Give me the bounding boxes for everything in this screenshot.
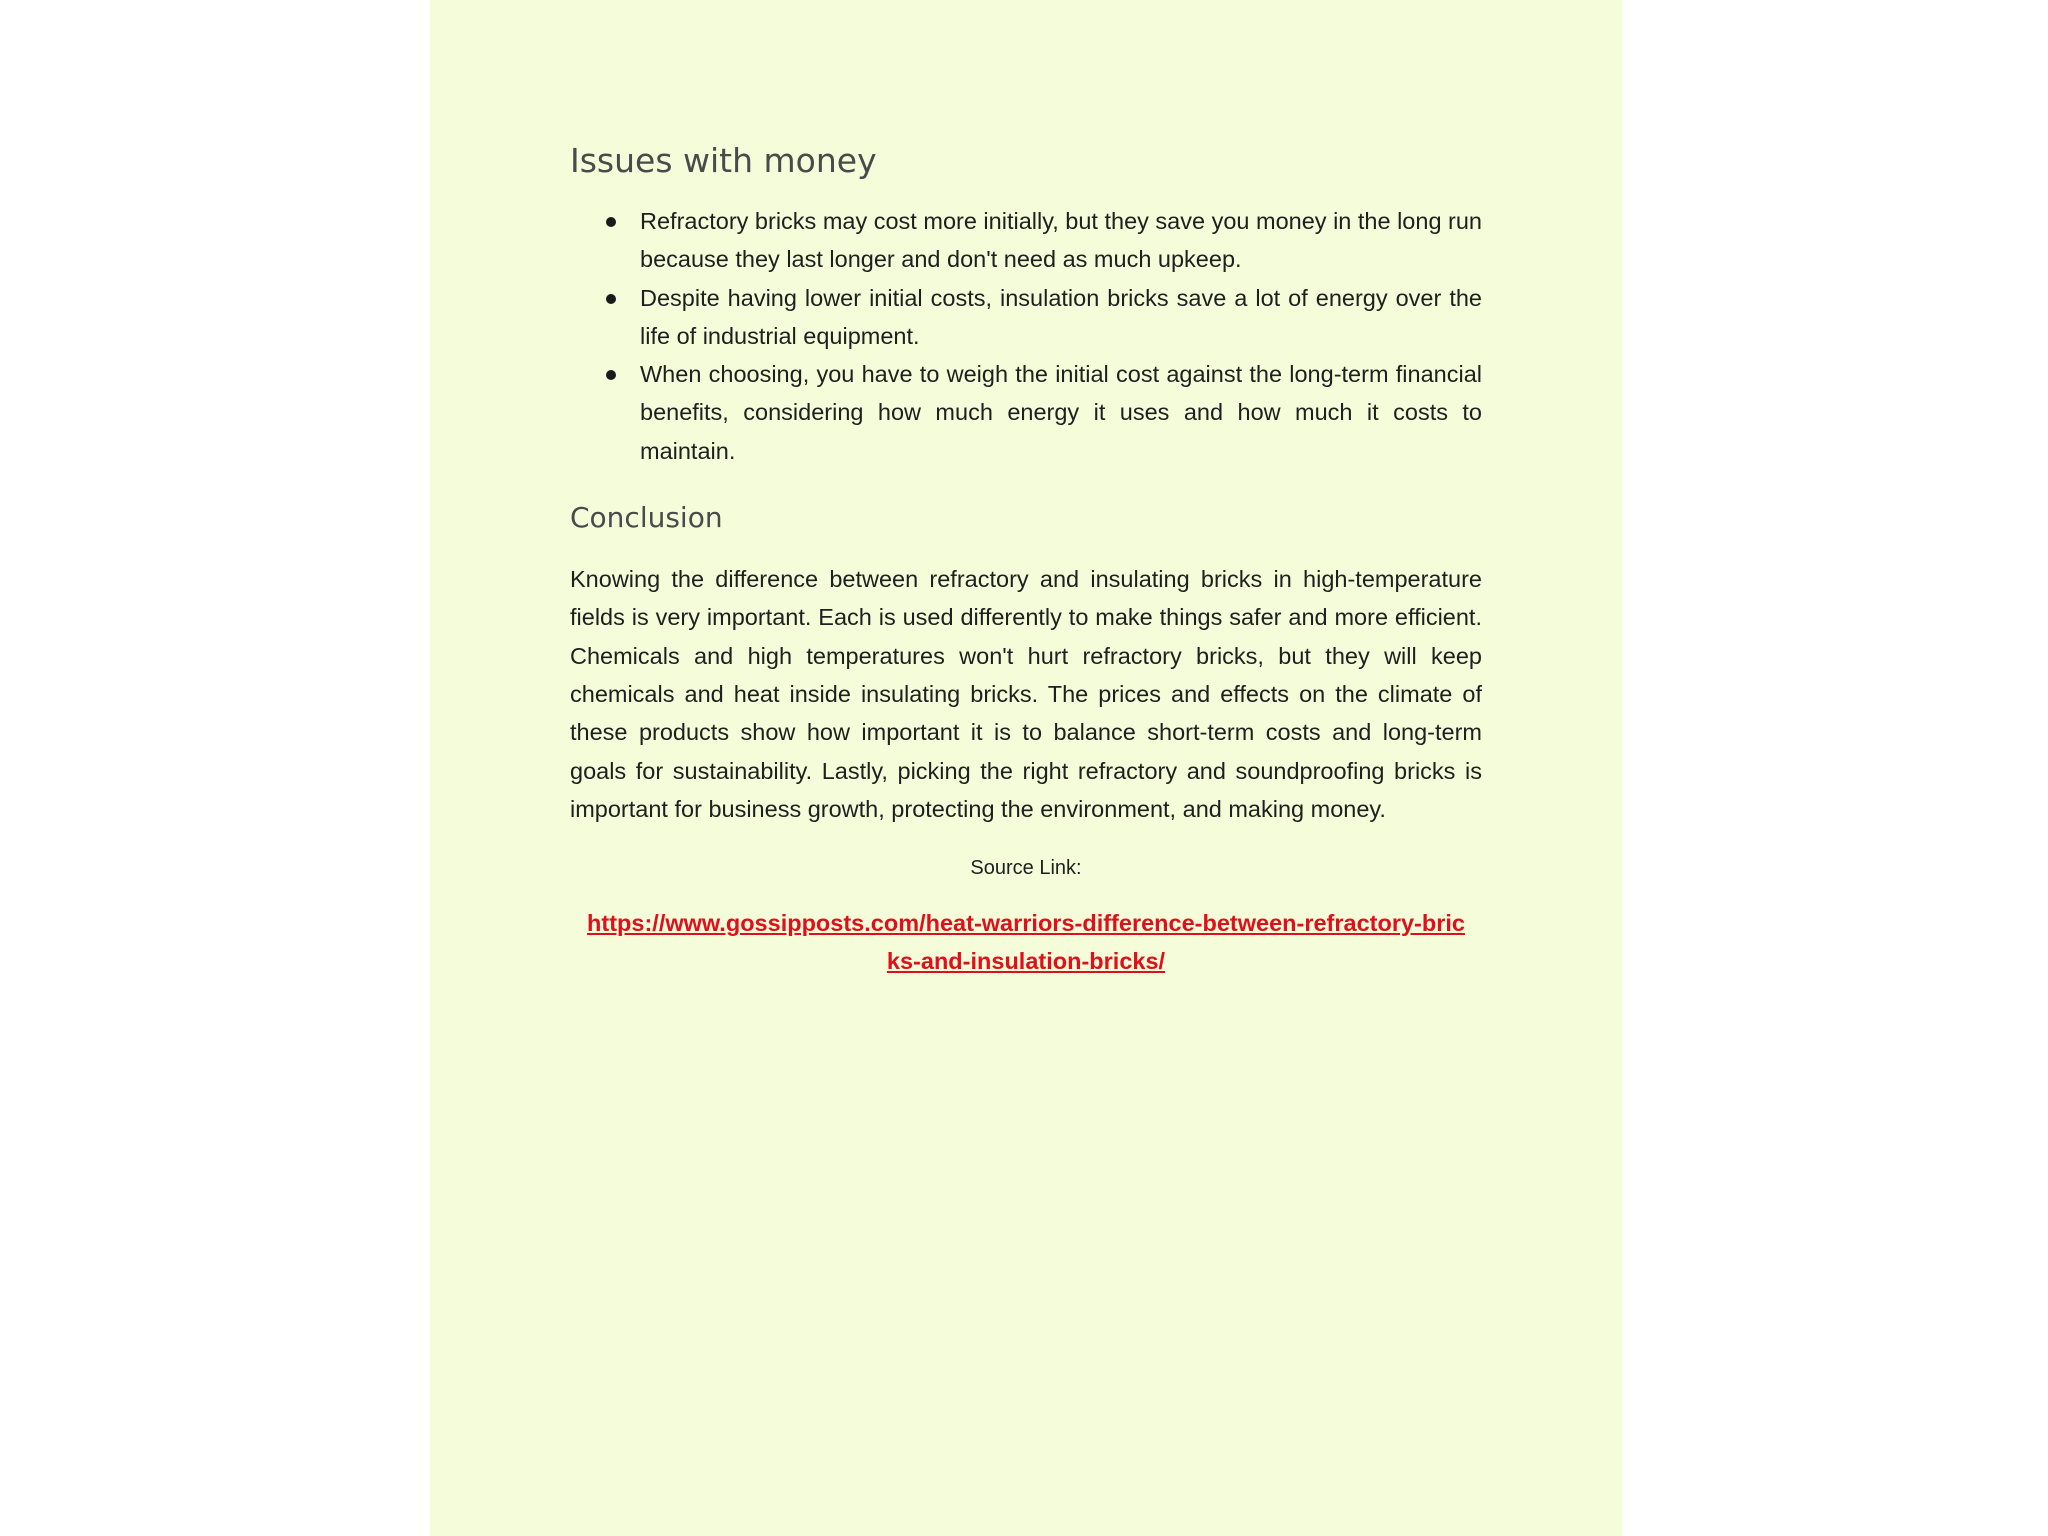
money-bullet-list	[570, 202, 1482, 470]
bullet-icon	[606, 294, 616, 304]
list-item	[570, 202, 1482, 279]
source-label: Source Link:	[970, 857, 1082, 880]
section-heading-conclusion: Conclusion	[570, 501, 723, 535]
section-heading-money: Issues with money	[570, 141, 877, 180]
list-item-text: Refractory bricks may cost more initially, but they save you money in the long run because they last longer and don't need as much upkeep.	[640, 208, 1483, 273]
conclusion-paragraph: Knowing the difference between refractory and insulating bricks in high-temperature fields is very important. Each is used differently to make things safer and more efficient. Chemicals and high temperatures won't hurt refractory bricks, but they will keep chemicals and heat inside insulating bricks. The prices and effects on the climate of these products show how important it is to balance short-term costs and long-term goals for sustainability. Lastly, picking the right refractory and soundproofing bricks is important for business growth, protecting the environment, and making money.	[570, 566, 1482, 822]
source-link[interactable]: https://www.gossipposts.com/heat-warriors-difference-between-refractory-bricks-and-insulation-bricks/	[587, 910, 1465, 975]
list-item-text: Despite having lower initial costs, insulation bricks save a lot of energy over the life of industrial equipment.	[640, 284, 1482, 349]
list-item	[570, 279, 1482, 356]
bullet-icon	[606, 217, 616, 227]
list-item-text: When choosing, you have to weigh the initial cost against the long-term financial benefits, considering how much energy it uses and how much it costs to maintain.	[640, 361, 1482, 464]
bullet-icon	[606, 370, 616, 380]
list-item	[570, 355, 1482, 470]
document-page	[430, 0, 1622, 1536]
page-content	[570, 138, 1482, 981]
